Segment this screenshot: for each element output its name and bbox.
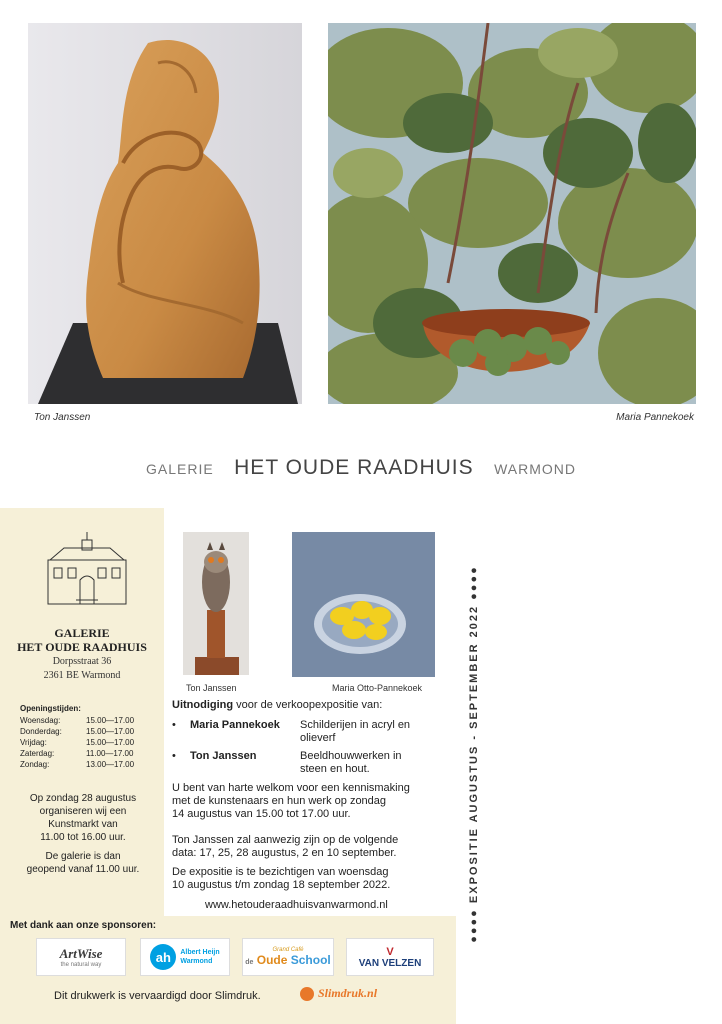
- gallery-city: 2361 BE Warmond: [43, 670, 121, 681]
- kunstmarkt-line: geopend vanaf 11.00 uur.: [26, 864, 140, 875]
- hours-time: 15.00—17.00: [86, 738, 135, 747]
- text-line: 10 augustus t/m zondag 18 september 2022.: [172, 879, 391, 891]
- artwise-logo: [36, 938, 126, 976]
- kunstmarkt-line: De galerie is dan: [45, 851, 121, 862]
- painting-caption: Maria Pannekoek: [616, 412, 694, 423]
- gallery-name-line1: GALERIE: [54, 626, 110, 640]
- artist-desc-line: Beeldhouwwerken in: [300, 750, 402, 762]
- school-oude: Oude: [256, 953, 288, 967]
- kunstmarkt-text: [8, 792, 158, 876]
- vertical-banner-label: EXPOSITIE AUGUSTUS - SEPTEMBER 2022: [468, 604, 480, 904]
- artist-desc-line: olieverf: [300, 732, 336, 744]
- artist-desc-line: steen en hout.: [300, 763, 370, 775]
- bullet: •: [172, 750, 176, 762]
- ah-line: Albert Heijn: [180, 949, 220, 956]
- hours-time: 11.00—17.00: [86, 749, 134, 758]
- albert-heijn-logo: [140, 938, 230, 976]
- ah-mark-icon: [150, 944, 176, 970]
- heading-galerie: GALERIE: [145, 461, 214, 477]
- vertical-banner-text: ●●●● EXPOSITIE AUGUSTUS - SEPTEMBER 2022 ●●●●: [468, 565, 480, 943]
- school-de: de: [245, 959, 254, 966]
- text-line: De expositie is te bezichtigen van woensdag: [172, 866, 389, 878]
- hours-day: Woensdag:: [20, 716, 61, 725]
- heading-title: HET OUDE RAADHUIS: [234, 456, 474, 479]
- school-top: Grand Café: [272, 947, 304, 953]
- ah-mark: ah: [155, 949, 171, 965]
- school-name: [245, 953, 331, 967]
- text-line: Ton Janssen zal aanwezig zijn op de volgende: [172, 834, 399, 846]
- hours-row: [20, 748, 134, 759]
- hours-time: 13.00—17.00: [86, 760, 135, 769]
- slimdruk-name: Slimdruk.nl: [318, 986, 378, 1000]
- text-line: U bent van harte welkom voor een kennismaking: [172, 782, 410, 794]
- kunstmarkt-line: organiseren wij een: [39, 806, 127, 817]
- lemons-painting: [292, 532, 435, 677]
- hours-row: [20, 715, 134, 726]
- oude-school-logo: [242, 938, 334, 976]
- slimdruk-icon: [300, 987, 314, 1001]
- gallery-street: Dorpsstraat 36: [52, 656, 112, 667]
- invitation-intro: [172, 699, 382, 712]
- hours-day: Zondag:: [20, 760, 50, 769]
- ah-text: [180, 948, 219, 966]
- artist-row: [172, 750, 440, 776]
- fig-painting: [328, 23, 696, 404]
- website-link[interactable]: www.hetouderaadhuisvanwarmond.nl: [205, 899, 388, 911]
- exhibition-paragraph: [172, 866, 390, 892]
- artist-desc: [300, 719, 440, 745]
- vertical-banner: [467, 540, 481, 970]
- kunstmarkt-line: Op zondag 28 augustus: [29, 793, 137, 804]
- gallery-name-line2: HET OUDE RAADHUIS: [17, 640, 147, 654]
- owl-photo: [183, 532, 249, 675]
- artist-row: [172, 719, 440, 745]
- invitation-rest: voor de verkoopexpositie van:: [233, 699, 383, 711]
- text-line: met de kunstenaars en hun werk op zondag: [172, 795, 387, 807]
- hours-time: 15.00—17.00: [86, 727, 135, 736]
- text-line: 14 augustus van 15.00 tot 17.00 uur.: [172, 808, 351, 820]
- artist-name: Ton Janssen: [190, 750, 257, 762]
- text-line: data: 17, 25, 28 augustus, 2 en 10 september.: [172, 847, 397, 859]
- hours-day: Zaterdag:: [20, 749, 55, 758]
- sponsors-title: Met dank aan onze sponsoren:: [10, 920, 157, 931]
- school-school: School: [290, 953, 331, 967]
- townhall-icon: [44, 530, 130, 608]
- hours-day: Vrijdag:: [20, 738, 47, 747]
- hours-title: Openingstijden:: [20, 704, 81, 713]
- van-velzen-name: VAN VELZEN: [358, 957, 422, 969]
- bullet: •: [172, 719, 176, 731]
- van-velzen-logo: [346, 938, 434, 976]
- slimdruk-logo: [300, 986, 377, 1001]
- lemons-caption: Maria Otto-Pannekoek: [332, 683, 423, 693]
- gallery-heading: [0, 456, 722, 480]
- heading-warmond: WARMOND: [494, 461, 576, 477]
- ah-line: Warmond: [180, 958, 213, 965]
- artwise-name: ArtWise: [59, 946, 103, 961]
- artist-name: Maria Pannekoek: [190, 719, 280, 731]
- print-credit: Dit drukwerk is vervaardigd door Slimdruk.: [54, 990, 261, 1002]
- attendance-paragraph: [172, 834, 398, 860]
- welcome-paragraph: [172, 782, 410, 821]
- hours-row: [20, 759, 134, 770]
- invitation-bold: Uitnodiging: [172, 699, 234, 711]
- artist-desc-line: Schilderijen in acryl en: [300, 719, 411, 731]
- owl-caption: Ton Janssen: [186, 683, 237, 693]
- hours-time: 15.00—17.00: [86, 716, 135, 725]
- kunstmarkt-line: Kunstmarkt van: [48, 819, 118, 830]
- sculpture-caption: Ton Janssen: [34, 412, 91, 423]
- hours-row: [20, 726, 134, 737]
- hours-row: [20, 737, 134, 748]
- hours-day: Donderdag:: [20, 727, 62, 736]
- sculpture-photo: [28, 23, 302, 404]
- hours-table: [20, 715, 134, 770]
- artist-desc: [300, 750, 440, 776]
- van-velzen-mark-icon: V: [386, 945, 394, 958]
- artwise-sub: the natural way: [60, 962, 102, 968]
- kunstmarkt-line: 11.00 tot 16.00 uur.: [40, 832, 126, 843]
